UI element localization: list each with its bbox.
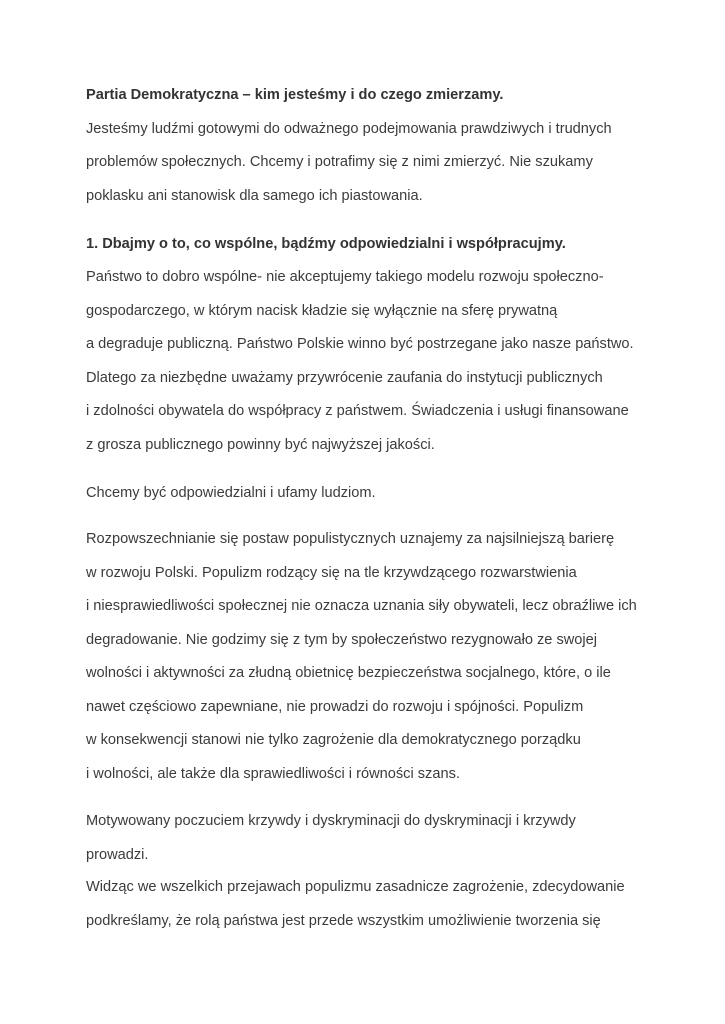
section-1-line-1: Państwo to dobro wspólne- nie akceptujemy takiego modelu rozwoju społeczno- bbox=[86, 269, 604, 285]
motivation-line-1: Motywowany poczuciem krzywdy i dyskryminacji do dyskryminacji i krzywdy bbox=[86, 813, 576, 829]
section-1-line-5: i zdolności obywatela do współpracy z państwem. Świadczenia i usługi finansowane bbox=[86, 403, 629, 419]
populism-line-6: nawet częściowo zapewniane, nie prowadzi do rozwoju i spójności. Populizm bbox=[86, 699, 584, 715]
responsibility-line: Chcemy być odpowiedzialni i ufamy ludziom. bbox=[86, 485, 376, 501]
motivation-line-2: prowadzi. bbox=[86, 847, 149, 863]
populism-line-8: i wolności, ale także dla sprawiedliwości i równości szans. bbox=[86, 766, 460, 782]
intro-line-3: poklasku ani stanowisk dla samego ich piastowania. bbox=[86, 188, 423, 204]
intro-line-2: problemów społecznych. Chcemy i potrafimy się z nimi zmierzyć. Nie szukamy bbox=[86, 154, 593, 170]
intro-line-1: Jesteśmy ludźmi gotowymi do odważnego podejmowania prawdziwych i trudnych bbox=[86, 121, 612, 137]
populism-line-5: wolności i aktywności za złudną obietnicę bezpieczeństwa socjalnego, które, o ile bbox=[86, 665, 611, 681]
motivation-line-3: Widząc we wszelkich przejawach populizmu zasadnicze zagrożenie, zdecydowanie bbox=[86, 879, 625, 895]
motivation-line-4: podkreślamy, że rolą państwa jest przede wszystkim umożliwienie tworzenia się bbox=[86, 913, 601, 929]
section-1-heading: 1. Dbajmy o to, co wspólne, bądźmy odpowiedzialni i współpracujmy. bbox=[86, 236, 566, 252]
populism-line-7: w konsekwencji stanowi nie tylko zagrożenie dla demokratycznego porządku bbox=[86, 732, 581, 748]
populism-line-2: w rozwoju Polski. Populizm rodzący się na tle krzywdzącego rozwarstwienia bbox=[86, 565, 577, 581]
section-1-line-4: Dlatego za niezbędne uważamy przywrócenie zaufania do instytucji publicznych bbox=[86, 370, 603, 386]
populism-line-4: degradowanie. Nie godzimy się z tym by społeczeństwo rezygnowało ze swojej bbox=[86, 632, 598, 648]
populism-line-1: Rozpowszechnianie się postaw populistycznych uznajemy za najsilniejszą barierę bbox=[86, 531, 615, 547]
document-title: Partia Demokratyczna – kim jesteśmy i do czego zmierzamy. bbox=[86, 87, 504, 103]
section-1-line-2: gospodarczego, w którym nacisk kładzie się wyłącznie na sferę prywatną bbox=[86, 303, 558, 319]
populism-line-3: i niesprawiedliwości społecznej nie oznacza uznania siły obywateli, lecz obraźliwe ich bbox=[86, 598, 637, 614]
section-1-line-3: a degraduje publiczną. Państwo Polskie winno być postrzegane jako nasze państwo. bbox=[86, 336, 634, 352]
section-1-line-6: z grosza publicznego powinny być najwyższej jakości. bbox=[86, 437, 435, 453]
